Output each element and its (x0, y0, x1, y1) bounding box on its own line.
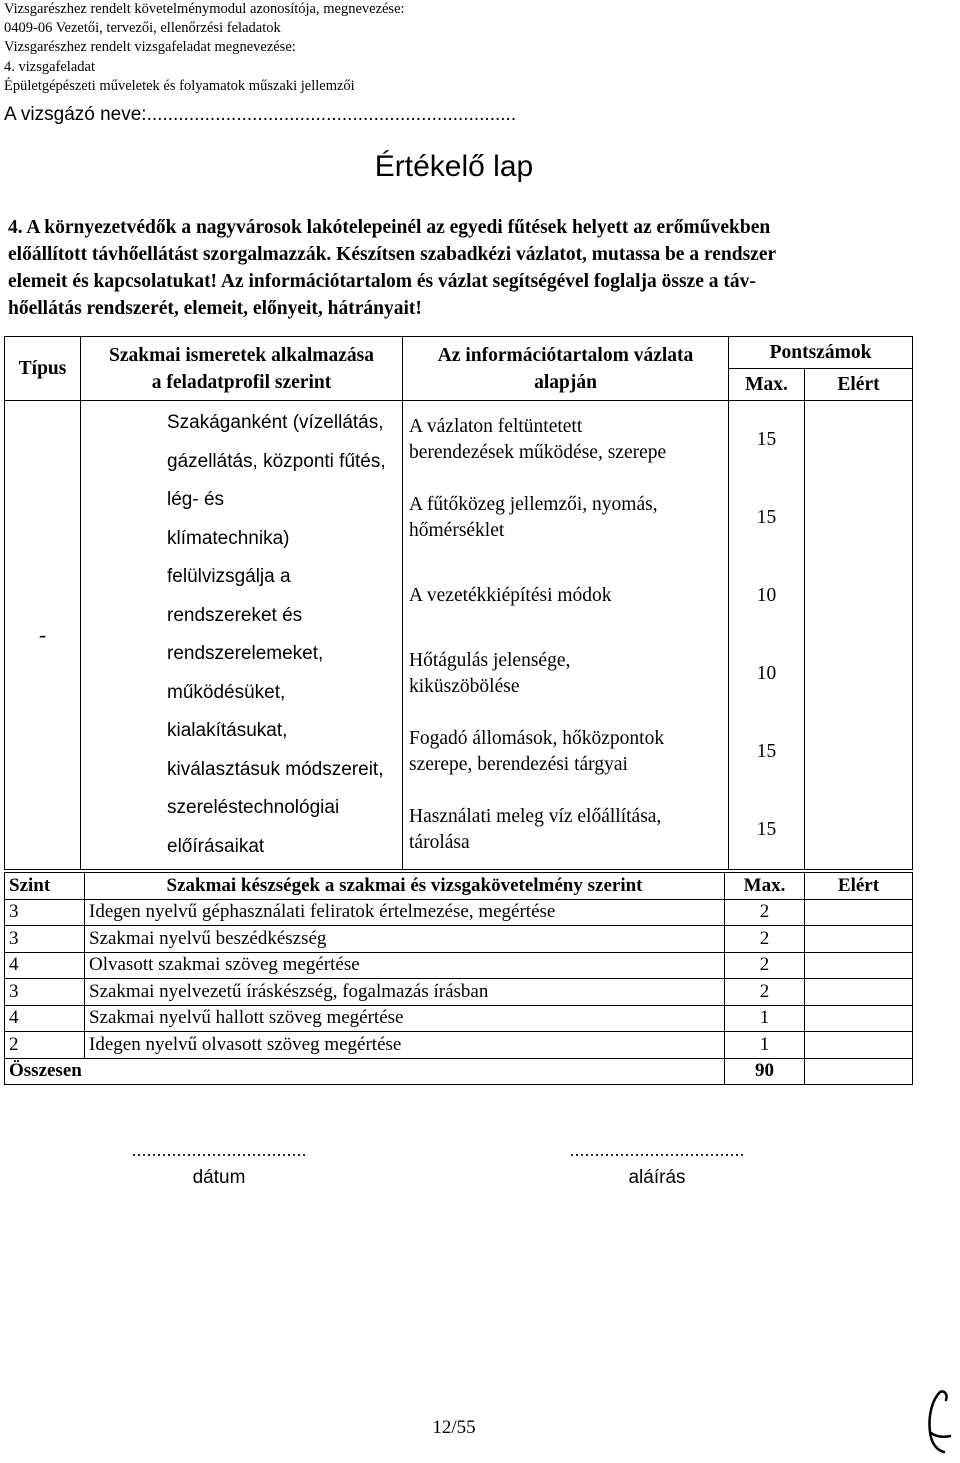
task-line: előállított távhőellátást szorgalmazzák. Készítsen szabadkézi vázlatot, mutassa be a rendszer (8, 244, 777, 265)
max-score: 15 (756, 819, 777, 840)
col-header-skills: Szakmai készségek a szakmai és vizsgakövetelmény szerint (85, 873, 725, 900)
date-label: dátum (192, 1167, 246, 1188)
header-line: Vizsgarészhez rendelt követelménymodul azonosítója, megnevezése: (4, 1, 405, 17)
info-item-line: Fogadó állomások, hőközpontok (409, 728, 665, 749)
date-signature-block (88, 1140, 350, 1189)
info-item-line: berendezések működése, szerepe (409, 442, 667, 463)
max-score: 10 (756, 585, 777, 606)
szakmai-line: szereléstechnológiai előírásaikat (167, 797, 340, 857)
skill-level: 4 (5, 952, 85, 979)
col-header-szakmai (81, 337, 403, 401)
max-score: 10 (756, 663, 777, 684)
skills-table (4, 872, 913, 1085)
info-item-line: A vázlaton feltüntetett (409, 416, 583, 437)
col-header-szakmai-line: a feladatprofil szerint (151, 371, 332, 393)
col-header-tipus: Típus (5, 337, 81, 401)
header-line: Vizsgarészhez rendelt vizsgafeladat megnevezése: (4, 39, 296, 56)
skill-achieved-cell[interactable] (805, 926, 913, 953)
total-achieved-cell[interactable] (805, 1058, 913, 1085)
info-item-line: Hőtágulás jelensége, (409, 650, 571, 671)
col-header-info-line: Az információtartalom vázlata (437, 344, 694, 366)
task-line: hőellátás rendszerét, elemeit, előnyeit, hátrányait! (8, 298, 422, 319)
skill-description: Olvasott szakmai szöveg megértése (85, 952, 725, 979)
total-row (5, 1058, 913, 1085)
task-line: elemeit és kapcsolatukat! Az információtartalom és vázlat segítségével foglalja össze a táv- (8, 271, 756, 292)
skill-level: 3 (5, 926, 85, 953)
skill-achieved-cell[interactable] (805, 1005, 913, 1032)
skill-level: 3 (5, 899, 85, 926)
task-line: 4. A környezetvédők a nagyvárosok lakótelepeinél az egyedi fűtések helyett az erőművekben (8, 217, 771, 238)
info-item-line: Használati meleg víz előállítása, (409, 806, 662, 827)
page-title: Értékelő lap (374, 150, 534, 183)
col-header-pontszamok: Pontszámok (729, 337, 913, 369)
szakmai-description (81, 401, 403, 870)
total-max: 90 (725, 1058, 805, 1085)
skill-max: 2 (725, 926, 805, 953)
tipus-value: - (5, 401, 81, 870)
info-item-line: hőmérséklet (409, 520, 505, 541)
skill-max: 2 (725, 952, 805, 979)
szakmai-line: működésüket, kialakításukat, (167, 681, 288, 741)
col-header-skills-elert: Elért (805, 873, 913, 900)
szakmai-line: Szakáganként (vízellátás, (167, 412, 384, 433)
info-item-line: szerepe, berendezési tárgyai (409, 754, 628, 775)
col-header-skills-max: Max. (725, 873, 805, 900)
max-scores (729, 401, 805, 870)
skill-max: 1 (725, 1032, 805, 1059)
handwritten-initial-icon (920, 1386, 956, 1458)
document-header (4, 0, 405, 96)
szakmai-line: klímatechnika) felülvizsgálja a (167, 527, 291, 587)
header-line: 0409-06 Vezetői, tervezői, ellenőrzési feladatok (4, 20, 281, 37)
max-score: 15 (756, 741, 777, 762)
table-row (5, 952, 913, 979)
skill-level: 3 (5, 979, 85, 1006)
col-header-info-line: alapján (534, 371, 597, 393)
candidate-name-field: A vizsgázó neve:...................................................................... (4, 104, 517, 125)
table-row (5, 979, 913, 1006)
skill-achieved-cell[interactable] (805, 952, 913, 979)
info-item-line: tárolása (409, 832, 470, 853)
skill-max: 2 (725, 899, 805, 926)
skill-description: Idegen nyelvű géphasználati feliratok értelmezése, megértése (85, 899, 725, 926)
skill-description: Idegen nyelvű olvasott szöveg megértése (85, 1032, 725, 1059)
skill-achieved-cell[interactable] (805, 1032, 913, 1059)
achieved-score-cell[interactable] (805, 401, 913, 870)
col-header-szakmai-line: Szakmai ismeretek alkalmazása (108, 344, 375, 366)
skill-achieved-cell[interactable] (805, 899, 913, 926)
skill-level: 2 (5, 1032, 85, 1059)
skill-level: 4 (5, 1005, 85, 1032)
col-header-info (403, 337, 729, 401)
total-label: Összesen (5, 1058, 725, 1085)
signature-dots: ................................... (569, 1140, 745, 1160)
info-item-line: kiküszöbölése (409, 676, 520, 697)
info-item-line: A vezetékkiépítési módok (409, 585, 612, 606)
skill-max: 2 (725, 979, 805, 1006)
info-item-line: A fűtőközeg jellemzői, nyomás, (409, 494, 658, 515)
col-header-max: Max. (729, 369, 805, 401)
szakmai-line: rendszereket és rendszerelemeket, (167, 604, 324, 664)
skill-description: Szakmai nyelvezetű íráskészség, fogalmazás írásban (85, 979, 725, 1006)
info-item (403, 479, 728, 557)
skill-description: Szakmai nyelvű hallott szöveg megértése (85, 1005, 725, 1032)
table-row (5, 1032, 913, 1059)
date-dots: ................................... (131, 1140, 307, 1160)
info-item (403, 713, 728, 791)
max-score: 15 (756, 507, 777, 528)
info-item (403, 791, 728, 869)
szakmai-line: kiválasztásuk módszereit, (167, 758, 384, 780)
info-items (403, 401, 729, 870)
table-row (5, 1005, 913, 1032)
assessment-table (4, 336, 913, 870)
task-description (8, 214, 908, 322)
signature-block (526, 1140, 788, 1189)
skill-description: Szakmai nyelvű beszédkészség (85, 926, 725, 953)
table-row (5, 926, 913, 953)
info-item (403, 401, 728, 479)
header-line: 4. vizsgafeladat (4, 58, 95, 75)
max-score: 15 (756, 429, 777, 450)
header-line: Épületgépészeti műveletek és folyamatok műszaki jellemzői (4, 77, 355, 94)
col-header-elert: Elért (805, 369, 913, 401)
info-item (403, 557, 728, 635)
szakmai-line: gázellátás, központi fűtés, lég- és (167, 450, 386, 510)
page-number: 12/55 (432, 1417, 476, 1438)
signature-label: aláírás (628, 1167, 686, 1188)
table-row (5, 899, 913, 926)
skill-achieved-cell[interactable] (805, 979, 913, 1006)
skill-max: 1 (725, 1005, 805, 1032)
info-item (403, 635, 728, 713)
col-header-szint: Szint (5, 873, 85, 900)
